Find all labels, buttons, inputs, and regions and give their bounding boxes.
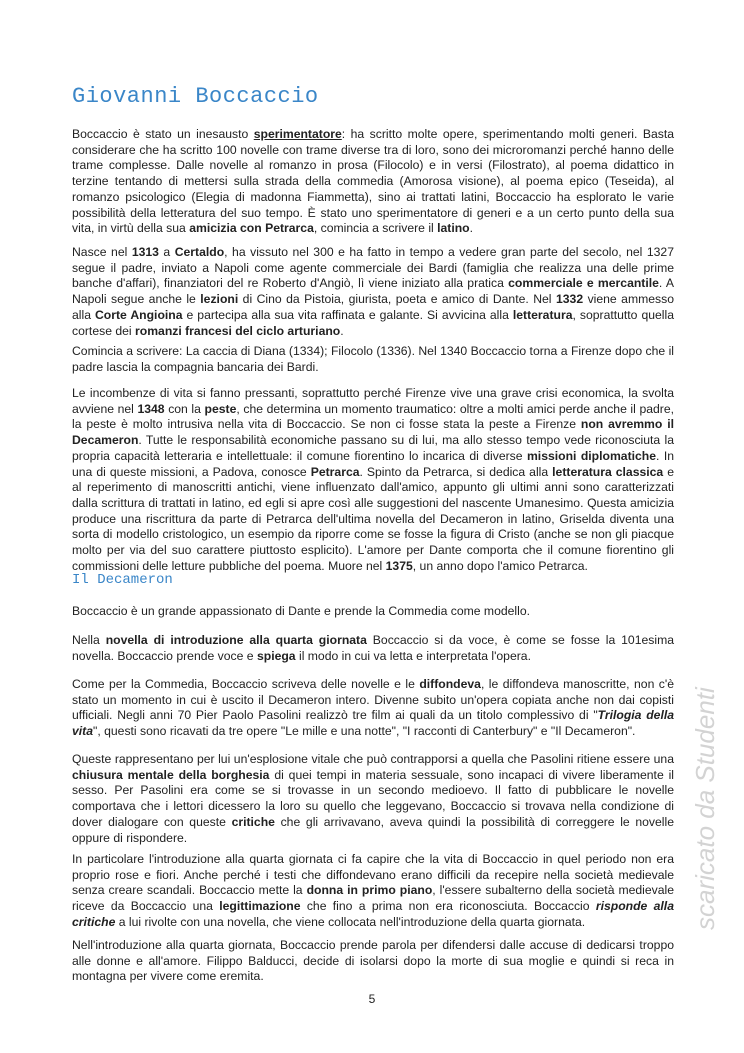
paragraph-plague <box>72 386 674 574</box>
text-segment: di Cino da Pistoia, giurista, poeta e amico di Dante. Nel <box>238 292 556 307</box>
text-segment: che gli arrivavano, aveva quindi la possibilità di correggere le novelle oppure di rispondere. <box>72 814 675 845</box>
bold-text: diffondeva <box>419 677 481 691</box>
paragraph-intro <box>72 127 674 237</box>
text-segment: . A Napoli segue anche le <box>72 276 674 307</box>
paragraph-balducci <box>72 938 674 985</box>
text-segment: con la <box>164 401 205 416</box>
bold-text: legittimazione <box>219 899 301 914</box>
bold-text: novella di introduzione alla quarta giornata <box>105 633 367 647</box>
section-heading: Il Decameron <box>72 572 173 588</box>
bold-text: 1375 <box>385 558 413 573</box>
text-segment: di quei tempi in materia sessuale, sono incapaci di vivere liberamente il sesso. Per Pasolini era come se si trovasse in un secondo medioevo. Il fatto di pubblicare le novelle comportava che i lettori dicessero la loro su quello che leggevano, Boccaccio si trovava nella condizione di dover dialogare con queste <box>72 767 675 829</box>
text-segment: Boccaccio si da voce, è come se fosse la 101esima novella. Boccaccio prende voce e <box>72 633 674 663</box>
text-segment: . <box>469 221 474 236</box>
paragraph-early-works <box>72 344 674 375</box>
bold-text: sperimentatore <box>253 127 342 141</box>
bold-text: amicizia con Petrarca <box>189 221 314 236</box>
text-segment: viene ammesso alla <box>72 292 674 322</box>
text-segment: , comincia a scrivere il <box>313 221 438 236</box>
text-segment: , le diffondeva manoscritte, non c'è stato un momento in cui è uscito il Decameron intero. Divenne subito un'opera copiata anche non dai copisti ufficiali. Negli anni 70 Pier Paolo Pasolini realizzò tre film ai quali da un titolo complessivo di " <box>72 677 674 723</box>
paragraph-diffusion <box>72 677 674 740</box>
bold-text: Petrarca <box>310 464 360 479</box>
text-segment: . <box>340 323 344 338</box>
bold-text: spiega <box>256 648 296 663</box>
bold-text: commerciale e mercantile <box>508 276 659 291</box>
bold-text: peste <box>204 401 237 416</box>
bold-text: 1332 <box>555 292 584 307</box>
paragraph-dante <box>72 604 674 620</box>
bold-text: romanzi francesi del ciclo arturiano <box>135 323 341 338</box>
bold-text: non avremmo il Decameron <box>72 417 675 448</box>
watermark: scaricato da Studenti <box>690 687 720 930</box>
text-segment: a lui rivolte con una novella, che viene collocata nell'introduzione della quarta giornata. <box>115 914 586 929</box>
text-segment: Comincia a scrivere: La caccia di Diana (1334); Filocolo (1336). Nel 1340 Boccaccio torna a Firenze dopo che il padre lascia la compagnia bancaria dei Bardi. <box>72 344 674 374</box>
bold-text: lezioni <box>200 292 239 307</box>
page-number: 5 <box>368 992 376 1006</box>
bold-text: letteratura classica <box>552 464 664 479</box>
text-segment: . In una di queste missioni, a Padova, conosce <box>72 448 675 479</box>
bold-text: donna in primo piano <box>306 883 433 898</box>
text-segment: Boccaccio è un grande appassionato di Dante e prende la Commedia come modello. <box>72 604 530 618</box>
text-segment: a <box>158 245 175 259</box>
text-segment: ", questi sono ricavati da tre opere "Le mille e una notte", "I racconti di Canterbury" e "Il Decameron". <box>93 724 636 739</box>
text-segment: Nell'introduzione alla quarta giornata, Boccaccio prende parola per difendersi dalle accuse di dedicarsi troppo alle donne e all'amore. Filippo Balducci, decide di isolarsi dopo la morte di sua moglie e quindi si reca in montagna per vivere come eremita. <box>72 938 674 984</box>
text-segment: , l'essere subalterno della società medievale riceve da Boccaccio una <box>72 883 675 914</box>
text-segment: , soprattutto quella cortese dei <box>72 307 674 338</box>
text-segment: Queste rappresentano per lui un'esplosione vitale che può contrapporsi a quella che Pasolini ritiene essere una <box>72 752 674 766</box>
text-segment: . Spinto da Petrarca, si dedica alla <box>359 464 553 479</box>
text-segment: il modo in cui va letta e interpretata l'opera. <box>295 648 531 663</box>
text-segment: e al reperimento di manoscritti antichi, viene influenzato dall'amico, appunto gli ultimi anni sono caratterizzati dalla scrittura di trattati in latino, ed egli si apre così alle suggestioni del nascente Umanesimo. Questa amicizia produce una riscrittura da parte di Petrarca dell'ultima novella del Decameron in latino, Griselda diventa una sorta di modello cristologico, un esempio da riporre come se fosse la figura di Cristo (anche se non gli piacque molto per via del suo carattere piuttosto esplicito). L'amore per Dante comporta che il comune fiorentino gli commissioni delle letture pubbliche del poema. Muore nel <box>72 464 674 573</box>
text-segment: Nasce nel <box>72 245 132 259</box>
text-segment: : ha scritto molte opere, sperimentando molti generi. Basta considerare che ha scritto 100 novelle con trame diverse tra di loro, sono dei microromanzi perché hanno delle trame complesse. Dalle novelle al romanzo in prosa (Filocolo) e in versi (Filostrato), al poema didattico in terzine tentando di mettersi sulla strada della commedia (Amorosa visione), al poema epico (Teseida), al romanzo psicologico (Elegia di madonna Fiammetta), sino ai trattati latini, Boccaccio ha esplorato le varie possibilità della letteratura del suo tempo. È stato uno sperimentatore di generi e a un certo punto della sua vita, in virtù della sua <box>72 127 674 236</box>
text-segment: Come per la Commedia, Boccaccio scriveva delle novelle e le <box>72 677 420 691</box>
text-segment: In particolare l'introduzione alla quarta giornata ci fa capire che la vita di Boccaccio in quel periodo non era proprio rose e fiori. Anche perché i testi che diffondevano erano difficili da recepire nella società medievale senza creare scandali. Boccaccio mette la <box>72 852 674 898</box>
paragraph-biography <box>72 245 674 339</box>
text-segment: Le incombenze di vita si fanno pressanti, soprattutto perché Firenze vive una grave crisi economica, la svolta avviene nel <box>72 386 674 416</box>
bold-text: critiche <box>231 814 275 829</box>
text-segment: , che determina un momento traumatico: oltre a molti amici perde anche il padre, la peste è molto intrusiva nella vita di Boccaccio. Se non ci fosse stata la peste a Firenze <box>72 401 675 432</box>
text-segment: e partecipa alla sua vita raffinata e galante. Si avvicina alla <box>182 307 513 322</box>
text-segment: , un anno dopo l'amico Petrarca. <box>412 558 588 573</box>
bold-text: chiusura mentale della borghesia <box>72 767 270 782</box>
bold-text: letteratura <box>512 307 573 322</box>
bold-text: missioni diplomatiche <box>526 448 657 463</box>
bold-text: 1348 <box>137 401 165 416</box>
paragraph-introduction-novella <box>72 633 674 664</box>
paragraph-fourth-day <box>72 852 674 931</box>
bold-italic-text: risponde alla critiche <box>72 899 674 929</box>
bold-italic-text: Trilogia della vita <box>72 708 674 739</box>
text-segment: , ha vissuto nel 300 e ha fatto in tempo a vedere gran parte del secolo, nel 1327 segue il padre, inviato a Napoli come agente commerciale dei Bardi (famiglia che realizza una delle prime banche d'affari), finanziatori del re Roberto d'Angiò, lì viene iniziato alla pratica <box>72 245 674 291</box>
bold-text: latino <box>437 221 470 236</box>
text-segment: Boccaccio è stato un inesausto <box>72 127 254 141</box>
page-title: Giovanni Boccaccio <box>72 84 319 109</box>
paragraph-pasolini <box>72 752 674 846</box>
text-segment: . Tutte le responsabilità economiche passano su di lui, ma allo stesso tempo vede riconosciuta la propria capacità letteraria e intellettuale: il comune fiorentino lo incarica di diverse <box>72 433 674 463</box>
text-segment: Nella <box>72 633 106 647</box>
text-segment: che fino a prima non era riconosciuta. Boccaccio <box>300 899 596 914</box>
bold-text: Corte Angioina <box>94 307 183 322</box>
bold-text: Certaldo <box>174 245 225 259</box>
bold-text: 1313 <box>131 245 159 259</box>
